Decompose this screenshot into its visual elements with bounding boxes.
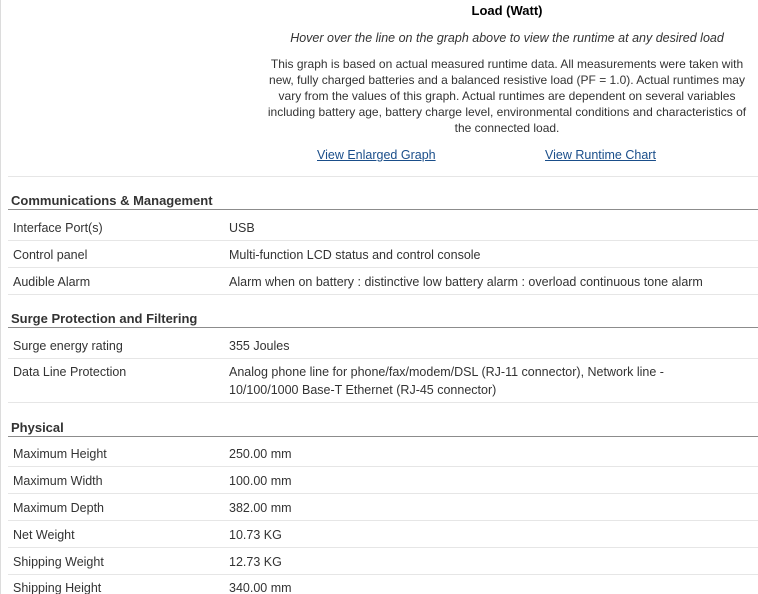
spec-value-max-width: 100.00 mm <box>229 474 292 488</box>
spec-value-data-line-protection: Analog phone line for phone/fax/modem/DSL (RJ-11 connector), Network line - 10/100/1000 Base-T Ethernet (RJ-45 connector) <box>229 365 664 397</box>
page-left-border <box>0 0 1 594</box>
row-divider <box>8 493 758 494</box>
row-divider <box>8 267 758 268</box>
graph-hover-hint: Hover over the line on the graph above to view the runtime at any desired load <box>290 31 724 45</box>
view-runtime-chart-link[interactable]: View Runtime Chart <box>545 148 656 162</box>
spec-label-max-depth: Maximum Depth <box>13 501 104 515</box>
view-enlarged-graph-link[interactable]: View Enlarged Graph <box>317 148 436 162</box>
spec-value-shipping-height: 340.00 mm <box>229 581 292 594</box>
spec-label-net-weight: Net Weight <box>13 528 75 542</box>
spec-label-surge-energy: Surge energy rating <box>13 339 123 353</box>
section-rule <box>8 436 758 437</box>
spec-value-surge-energy: 355 Joules <box>229 339 290 353</box>
spec-value-shipping-weight: 12.73 KG <box>229 555 282 569</box>
section-rule <box>8 327 758 328</box>
section-rule <box>8 209 758 210</box>
spec-label-max-height: Maximum Height <box>13 447 107 461</box>
spec-label-shipping-height: Shipping Height <box>13 581 102 594</box>
spec-label-max-width: Maximum Width <box>13 474 103 488</box>
spec-label-control-panel: Control panel <box>13 248 88 262</box>
graph-disclaimer: This graph is based on actual measured runtime data. All measurements were taken with new, fully charged batteries and a balanced resistive load (PF = 1.0). Actual runtimes may vary from the values of this graph. Actual runtimes are dependent on several variables including battery age, battery charge level, environmental conditions and characteristics of the connected load. <box>267 57 747 135</box>
row-divider <box>8 520 758 521</box>
section-title-communications: Communications & Management <box>11 193 213 208</box>
spec-value-control-panel: Multi-function LCD status and control console <box>229 248 481 262</box>
row-divider <box>8 547 758 548</box>
section-title-physical: Physical <box>11 420 64 435</box>
spec-value-interface-ports: USB <box>229 221 255 235</box>
section-title-surge-protection: Surge Protection and Filtering <box>11 311 198 326</box>
spec-label-data-line-protection: Data Line Protection <box>13 365 127 379</box>
spec-label-shipping-weight: Shipping Weight <box>13 555 104 569</box>
spec-value-max-height: 250.00 mm <box>229 447 292 461</box>
spec-label-interface-ports: Interface Port(s) <box>13 221 103 235</box>
row-divider <box>8 294 758 295</box>
graph-divider <box>8 176 758 177</box>
row-divider <box>8 402 758 403</box>
spec-value-max-depth: 382.00 mm <box>229 501 292 515</box>
spec-label-audible-alarm: Audible Alarm <box>13 275 91 289</box>
spec-value-net-weight: 10.73 KG <box>229 528 282 542</box>
row-divider <box>8 574 758 575</box>
spec-value-audible-alarm: Alarm when on battery : distinctive low battery alarm : overload continuous tone alarm <box>229 275 703 289</box>
graph-x-axis-label: Load (Watt) <box>471 3 543 18</box>
row-divider <box>8 240 758 241</box>
row-divider <box>8 466 758 467</box>
row-divider <box>8 358 758 359</box>
